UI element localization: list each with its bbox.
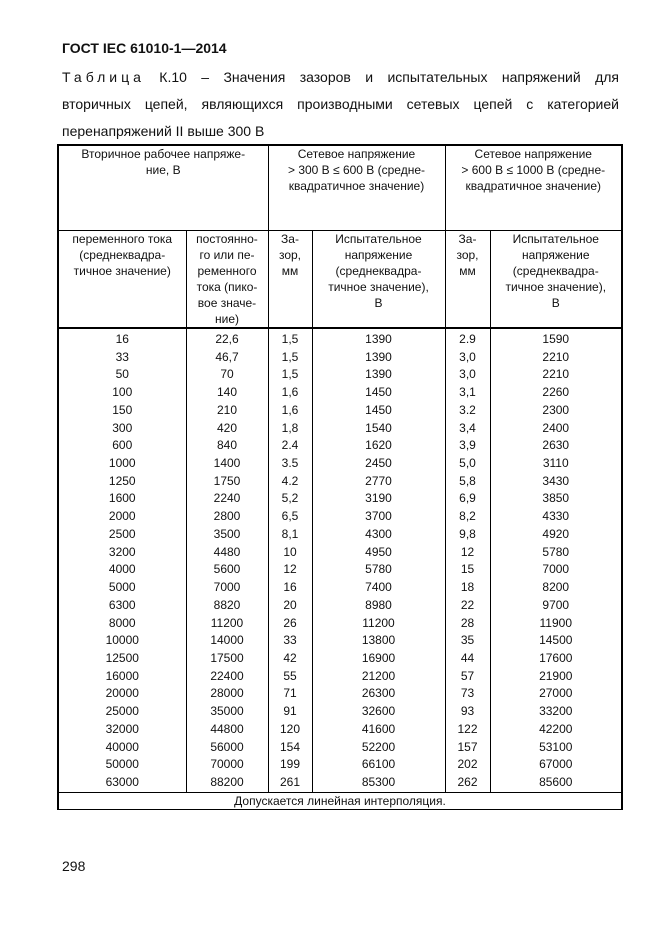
cell-dc-peak-voltage: 1750: [186, 473, 268, 491]
cell-dc-peak-voltage: 70: [186, 366, 268, 384]
cell-test-voltage-2: 9700: [490, 597, 622, 615]
cell-clearance-1: 6,5: [268, 508, 312, 526]
cell-clearance-2: 9,8: [445, 526, 490, 544]
header-mains-600-1000: Сетевое напряжение > 600 В ≤ 1000 В (средне- квадратичное значение): [445, 145, 622, 231]
cell-dc-peak-voltage: 2800: [186, 508, 268, 526]
cell-clearance-1: 1,5: [268, 328, 312, 349]
cell-test-voltage-2: 1590: [490, 328, 622, 349]
cell-dc-peak-voltage: 11200: [186, 615, 268, 633]
table-row: [58, 668, 622, 686]
cell-test-voltage-1: 1390: [312, 366, 445, 384]
cell-ac-voltage: 20000: [58, 685, 186, 703]
cell-ac-voltage: 33: [58, 349, 186, 367]
cell-clearance-1: 16: [268, 579, 312, 597]
cell-dc-peak-voltage: 28000: [186, 685, 268, 703]
cell-test-voltage-1: 5780: [312, 561, 445, 579]
table-row: [58, 349, 622, 367]
cell-ac-voltage: 1600: [58, 490, 186, 508]
cell-clearance-1: 10: [268, 544, 312, 562]
cell-test-voltage-1: 2450: [312, 455, 445, 473]
table-row: [58, 632, 622, 650]
cell-dc-peak-voltage: 70000: [186, 756, 268, 774]
table-row: [58, 526, 622, 544]
header-row-columns: [58, 231, 622, 329]
table-row: [58, 328, 622, 349]
cell-dc-peak-voltage: 46,7: [186, 349, 268, 367]
cell-test-voltage-1: 1450: [312, 402, 445, 420]
cell-test-voltage-1: 7400: [312, 579, 445, 597]
cell-clearance-1: 2.4: [268, 437, 312, 455]
footnote-row: [58, 792, 622, 809]
cell-test-voltage-2: 11900: [490, 615, 622, 633]
cell-test-voltage-2: 67000: [490, 756, 622, 774]
cell-dc-peak-voltage: 5600: [186, 561, 268, 579]
clearance-table: [57, 144, 623, 810]
table-caption: [62, 64, 619, 145]
cell-dc-peak-voltage: 44800: [186, 721, 268, 739]
table-row: [58, 455, 622, 473]
cell-test-voltage-2: 17600: [490, 650, 622, 668]
cell-test-voltage-2: 5780: [490, 544, 622, 562]
cell-test-voltage-2: 2210: [490, 349, 622, 367]
cell-dc-peak-voltage: 56000: [186, 739, 268, 757]
page-number: 298: [62, 858, 86, 874]
cell-dc-peak-voltage: 8820: [186, 597, 268, 615]
table-row: [58, 490, 622, 508]
cell-clearance-2: 157: [445, 739, 490, 757]
table-row: [58, 544, 622, 562]
cell-test-voltage-1: 3190: [312, 490, 445, 508]
cell-ac-voltage: 12500: [58, 650, 186, 668]
cell-ac-voltage: 600: [58, 437, 186, 455]
table-row: [58, 508, 622, 526]
cell-dc-peak-voltage: 3500: [186, 526, 268, 544]
cell-ac-voltage: 6300: [58, 597, 186, 615]
cell-test-voltage-1: 32600: [312, 703, 445, 721]
table-row: [58, 703, 622, 721]
cell-clearance-2: 93: [445, 703, 490, 721]
cell-clearance-1: 71: [268, 685, 312, 703]
header-clearance-2: За- зор, мм: [445, 231, 490, 329]
table-row: [58, 366, 622, 384]
cell-dc-peak-voltage: 35000: [186, 703, 268, 721]
cell-test-voltage-2: 4920: [490, 526, 622, 544]
cell-test-voltage-2: 42200: [490, 721, 622, 739]
cell-clearance-1: 1,6: [268, 402, 312, 420]
cell-clearance-1: 1,5: [268, 366, 312, 384]
cell-ac-voltage: 150: [58, 402, 186, 420]
cell-clearance-2: 28: [445, 615, 490, 633]
table-row: [58, 384, 622, 402]
cell-ac-voltage: 32000: [58, 721, 186, 739]
table-row: [58, 473, 622, 491]
cell-test-voltage-2: 53100: [490, 739, 622, 757]
cell-clearance-1: 20: [268, 597, 312, 615]
cell-clearance-2: 15: [445, 561, 490, 579]
caption-line-2: вторичных цепей, являющихся производными сетевых цепей с категорией: [62, 96, 619, 112]
cell-test-voltage-2: 2400: [490, 420, 622, 438]
cell-clearance-2: 8,2: [445, 508, 490, 526]
cell-clearance-1: 5,2: [268, 490, 312, 508]
cell-test-voltage-2: 85600: [490, 774, 622, 792]
cell-clearance-2: 12: [445, 544, 490, 562]
cell-clearance-1: 120: [268, 721, 312, 739]
header-clearance-1: За- зор, мм: [268, 231, 312, 329]
cell-clearance-2: 44: [445, 650, 490, 668]
cell-clearance-2: 202: [445, 756, 490, 774]
cell-ac-voltage: 10000: [58, 632, 186, 650]
cell-clearance-2: 3.2: [445, 402, 490, 420]
cell-test-voltage-1: 1540: [312, 420, 445, 438]
cell-dc-peak-voltage: 4480: [186, 544, 268, 562]
cell-clearance-2: 57: [445, 668, 490, 686]
cell-dc-peak-voltage: 840: [186, 437, 268, 455]
cell-ac-voltage: 2000: [58, 508, 186, 526]
table-row: [58, 756, 622, 774]
cell-test-voltage-2: 3110: [490, 455, 622, 473]
cell-test-voltage-1: 41600: [312, 721, 445, 739]
header-mains-300-600: Сетевое напряжение > 300 В ≤ 600 В (средне- квадратичное значение): [268, 145, 445, 231]
cell-clearance-2: 122: [445, 721, 490, 739]
table-row: [58, 597, 622, 615]
cell-ac-voltage: 8000: [58, 615, 186, 633]
cell-test-voltage-2: 27000: [490, 685, 622, 703]
cell-dc-peak-voltage: 22,6: [186, 328, 268, 349]
table-row: [58, 437, 622, 455]
caption-line-1: К.10 – Значения зазоров и испытательных напряжений для: [159, 69, 619, 85]
cell-test-voltage-1: 1390: [312, 349, 445, 367]
table-row: [58, 739, 622, 757]
cell-clearance-1: 154: [268, 739, 312, 757]
cell-clearance-1: 261: [268, 774, 312, 792]
cell-ac-voltage: 50000: [58, 756, 186, 774]
table-row: [58, 615, 622, 633]
cell-test-voltage-2: 3850: [490, 490, 622, 508]
cell-ac-voltage: 16000: [58, 668, 186, 686]
cell-test-voltage-2: 4330: [490, 508, 622, 526]
cell-ac-voltage: 16: [58, 328, 186, 349]
cell-test-voltage-2: 33200: [490, 703, 622, 721]
cell-clearance-1: 42: [268, 650, 312, 668]
cell-test-voltage-2: 2260: [490, 384, 622, 402]
cell-clearance-2: 262: [445, 774, 490, 792]
cell-clearance-1: 12: [268, 561, 312, 579]
cell-clearance-1: 33: [268, 632, 312, 650]
cell-dc-peak-voltage: 22400: [186, 668, 268, 686]
cell-clearance-1: 91: [268, 703, 312, 721]
cell-test-voltage-2: 3430: [490, 473, 622, 491]
cell-clearance-1: 1,6: [268, 384, 312, 402]
cell-clearance-2: 3,4: [445, 420, 490, 438]
cell-test-voltage-1: 2770: [312, 473, 445, 491]
cell-clearance-2: 5,0: [445, 455, 490, 473]
header-test-voltage-2: Испытательное напряжение (среднеквадра- тичное значение), В: [490, 231, 622, 329]
cell-clearance-1: 55: [268, 668, 312, 686]
cell-test-voltage-2: 14500: [490, 632, 622, 650]
table-row: [58, 650, 622, 668]
cell-dc-peak-voltage: 7000: [186, 579, 268, 597]
header-row-groups: [58, 145, 622, 231]
cell-test-voltage-1: 4950: [312, 544, 445, 562]
cell-test-voltage-1: 85300: [312, 774, 445, 792]
cell-test-voltage-1: 8980: [312, 597, 445, 615]
cell-ac-voltage: 40000: [58, 739, 186, 757]
cell-test-voltage-1: 66100: [312, 756, 445, 774]
cell-clearance-1: 1,8: [268, 420, 312, 438]
cell-clearance-1: 1,5: [268, 349, 312, 367]
cell-test-voltage-1: 52200: [312, 739, 445, 757]
cell-dc-peak-voltage: 420: [186, 420, 268, 438]
cell-clearance-1: 199: [268, 756, 312, 774]
cell-clearance-2: 3,0: [445, 349, 490, 367]
cell-test-voltage-1: 21200: [312, 668, 445, 686]
cell-dc-peak-voltage: 17500: [186, 650, 268, 668]
cell-dc-peak-voltage: 2240: [186, 490, 268, 508]
header-ac-voltage: переменного тока (среднеквадра- тичное значение): [58, 231, 186, 329]
cell-clearance-2: 6,9: [445, 490, 490, 508]
table-row: [58, 685, 622, 703]
cell-ac-voltage: 1000: [58, 455, 186, 473]
cell-test-voltage-1: 26300: [312, 685, 445, 703]
cell-test-voltage-1: 16900: [312, 650, 445, 668]
table-row: [58, 774, 622, 792]
header-secondary-voltage: Вторичное рабочее напряже- ние, В: [58, 145, 268, 231]
cell-ac-voltage: 3200: [58, 544, 186, 562]
cell-dc-peak-voltage: 210: [186, 402, 268, 420]
cell-test-voltage-1: 1620: [312, 437, 445, 455]
caption-line-3: перенапряжений II выше 300 В: [62, 123, 265, 139]
table-row: [58, 561, 622, 579]
cell-dc-peak-voltage: 140: [186, 384, 268, 402]
cell-clearance-2: 3,0: [445, 366, 490, 384]
header-test-voltage-1: Испытательное напряжение (среднеквадра- тичное значение), В: [312, 231, 445, 329]
cell-test-voltage-1: 3700: [312, 508, 445, 526]
cell-clearance-1: 26: [268, 615, 312, 633]
cell-ac-voltage: 1250: [58, 473, 186, 491]
cell-ac-voltage: 300: [58, 420, 186, 438]
cell-ac-voltage: 100: [58, 384, 186, 402]
cell-ac-voltage: 2500: [58, 526, 186, 544]
cell-clearance-1: 4.2: [268, 473, 312, 491]
cell-ac-voltage: 4000: [58, 561, 186, 579]
cell-ac-voltage: 5000: [58, 579, 186, 597]
cell-test-voltage-2: 21900: [490, 668, 622, 686]
cell-clearance-2: 2.9: [445, 328, 490, 349]
cell-clearance-1: 8,1: [268, 526, 312, 544]
header-dc-peak-voltage: постоянно- го или пе- ременного тока (пико- вое значе- ние): [186, 231, 268, 329]
cell-test-voltage-1: 11200: [312, 615, 445, 633]
cell-test-voltage-2: 2210: [490, 366, 622, 384]
cell-clearance-2: 5,8: [445, 473, 490, 491]
cell-dc-peak-voltage: 14000: [186, 632, 268, 650]
cell-test-voltage-2: 2300: [490, 402, 622, 420]
cell-dc-peak-voltage: 88200: [186, 774, 268, 792]
table-row: [58, 579, 622, 597]
caption-label: Таблица: [62, 69, 145, 85]
cell-clearance-2: 3,9: [445, 437, 490, 455]
cell-test-voltage-2: 8200: [490, 579, 622, 597]
document-code: ГОСТ IEC 61010-1—2014: [62, 40, 227, 56]
cell-clearance-1: 3.5: [268, 455, 312, 473]
cell-test-voltage-1: 1450: [312, 384, 445, 402]
cell-ac-voltage: 63000: [58, 774, 186, 792]
cell-ac-voltage: 25000: [58, 703, 186, 721]
cell-ac-voltage: 50: [58, 366, 186, 384]
cell-clearance-2: 35: [445, 632, 490, 650]
cell-clearance-2: 18: [445, 579, 490, 597]
cell-clearance-2: 3,1: [445, 384, 490, 402]
cell-test-voltage-1: 13800: [312, 632, 445, 650]
cell-clearance-2: 73: [445, 685, 490, 703]
cell-clearance-2: 22: [445, 597, 490, 615]
cell-test-voltage-2: 2630: [490, 437, 622, 455]
table-row: [58, 420, 622, 438]
table-row: [58, 402, 622, 420]
cell-test-voltage-1: 1390: [312, 328, 445, 349]
cell-dc-peak-voltage: 1400: [186, 455, 268, 473]
cell-test-voltage-1: 4300: [312, 526, 445, 544]
table-footnote: Допускается линейная интерполяция.: [58, 792, 622, 809]
cell-test-voltage-2: 7000: [490, 561, 622, 579]
table-row: [58, 721, 622, 739]
